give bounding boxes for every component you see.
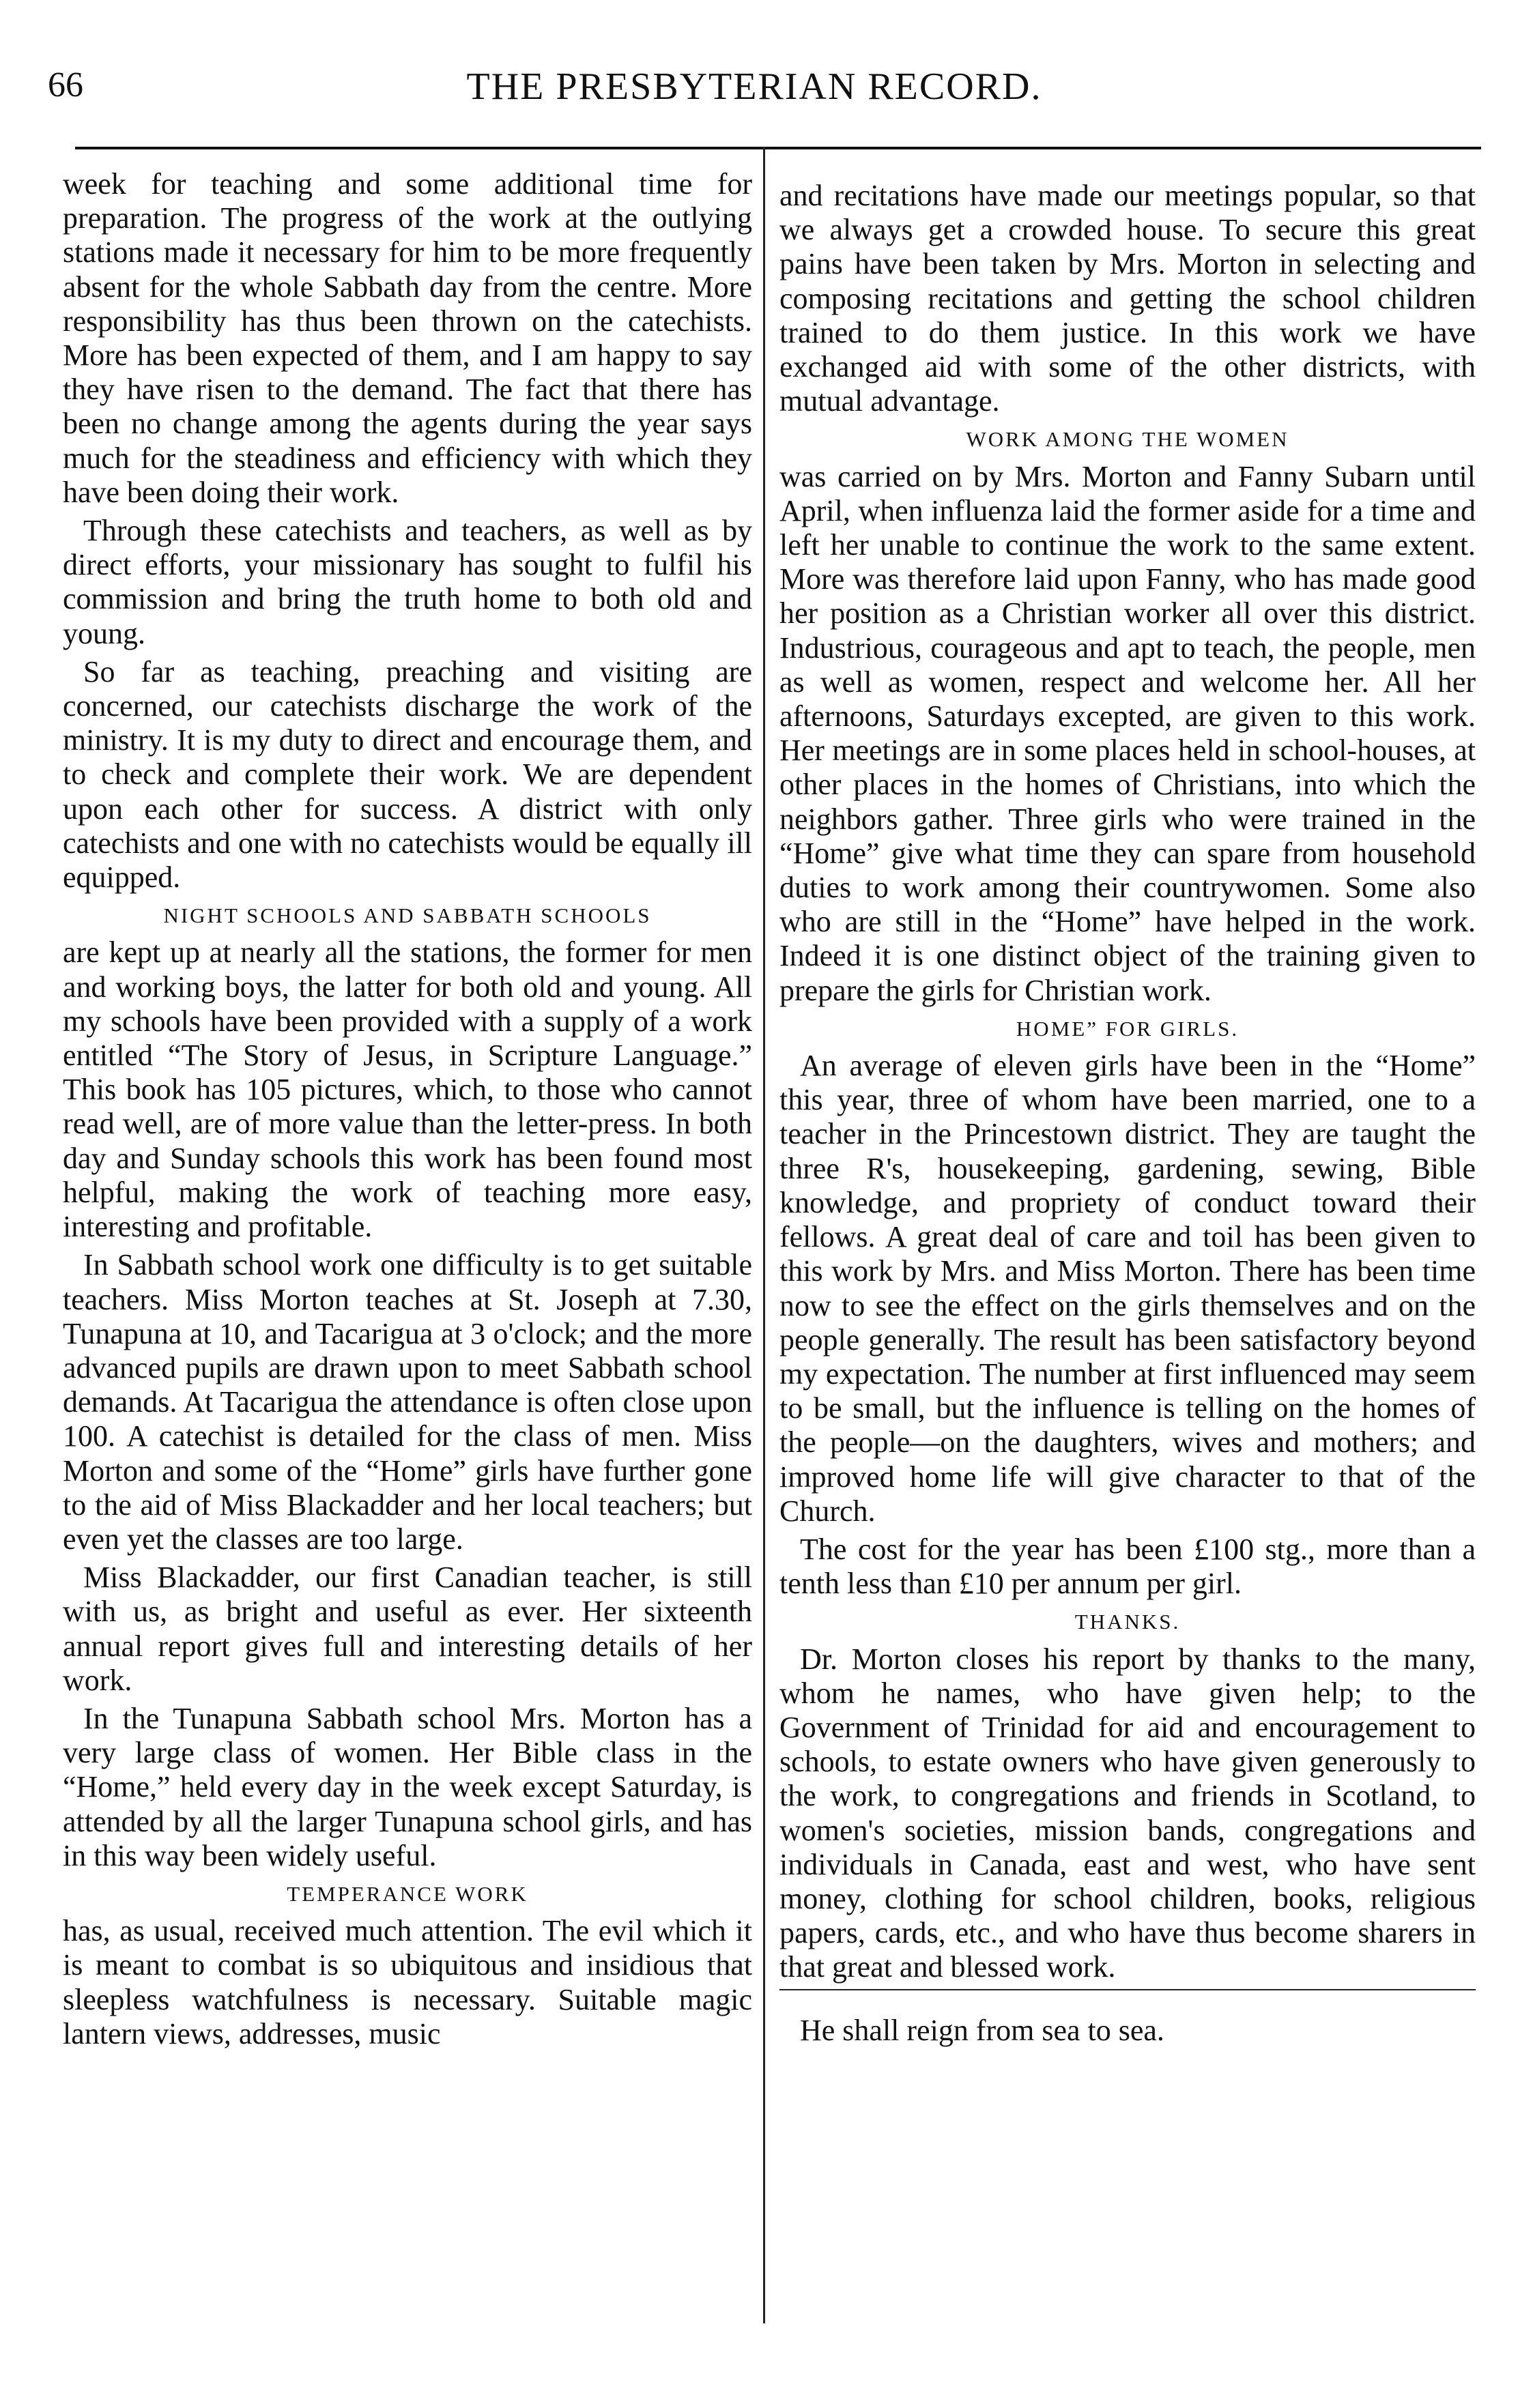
column-divider	[763, 147, 765, 2323]
left-column	[63, 167, 752, 2055]
section-heading-night-schools: NIGHT SCHOOLS AND SABBATH SCHOOLS	[163, 903, 652, 928]
journal-title: THE PRESBYTERIAN RECORD.	[466, 66, 1042, 108]
paragraph: Through these catechists and teachers, as well as by direct efforts, your missionary has sought to fulfil his commission and bring the truth home to both old and young.	[63, 514, 752, 650]
paragraph: week for teaching and some additional time for preparation. The progress of the work at the outlying stations made it necessary for him to be more frequently absent for the whole Sabbath day from the centre. More responsibility has thus been thrown on the catechists. More has been expected of them, and I am happy to say they have risen to the demand. The fact that there has been no change among the agents during the year says much for the steadiness and efficiency with which they have been doing their work.	[63, 167, 752, 509]
closing-rule	[779, 1989, 1476, 1990]
section-heading-home: HOME” FOR GIRLS.	[1016, 1016, 1240, 1041]
paragraph: In Sabbath school work one difficulty is to get suitable teachers. Miss Morton teaches at St. Joseph at 7.30, Tunapuna at 10, and Tacarigua at 3 o'clock; and the more advanced pupils are drawn upon to meet Sabbath school demands. At Tacarigua the attendance is often close upon 100. A catechist is detailed for the class of men. Miss Morton and some of the “Home” girls have further gone to the aid of Miss Blackadder and her local teachers; but even yet the classes are too large.	[63, 1248, 752, 1556]
paragraph: and recitations have made our meetings popular, so that we always get a crowded house. To secure this great pains have been taken by Mrs. Morton in selecting and composing recitations and getting the school children trained to do them justice. In this work we have exchanged aid with some of the other districts, with mutual advantage.	[779, 179, 1476, 418]
section-heading-thanks: THANKS.	[1074, 1610, 1181, 1634]
paragraph: In the Tunapuna Sabbath school Mrs. Morton has a very large class of women. Her Bible class in the “Home,” held every day in the week except Saturday, is attended by all the larger Tunapuna school girls, and has in this way been widely useful.	[63, 1701, 752, 1872]
header-rule	[75, 147, 1481, 149]
page-header	[48, 65, 1461, 119]
closing-line: He shall reign from sea to sea.	[800, 2013, 1164, 2047]
paragraph: An average of eleven girls have been in the “Home” this year, three of whom have been married, one to a teacher in the Princestown district. They are taught the three R's, housekeeping, gardening, sewing, Bible knowledge, and propriety of conduct toward their fellows. A great deal of care and toil has been given to this work by Mrs. and Miss Morton. There has been time now to see the effect on the girls themselves and on the people generally. The result has been satisfactory beyond my expectation. The number at first influenced may seem to be small, but the influence is telling on the homes of the people—on the daughters, wives and mothers; and improved home life will give character to that of the Church.	[779, 1049, 1476, 1528]
section-heading-women: WORK AMONG THE WOMEN	[966, 427, 1289, 452]
paragraph: Dr. Morton closes his report by thanks to the many, whom he names, who have given help; to the Government of Trinidad for aid and encouragement to schools, to estate owners who have given generously to the work, to congregations and friends in Scotland, to women's societies, mission bands, congregations and individuals in Canada, east and west, who have sent money, clothing for school children, books, religious papers, cards, etc., and who have thus become sharers in that great and blessed work.	[779, 1642, 1476, 1984]
section-heading-temperance: TEMPERANCE WORK	[287, 1881, 528, 1906]
paragraph: So far as teaching, preaching and visiting are concerned, our catechists discharge the work of the ministry. It is my duty to direct and encourage them, and to check and complete their work. We are dependent upon each other for success. A district with only catechists and one with no catechists would be equally ill equipped.	[63, 654, 752, 895]
paragraph: are kept up at nearly all the stations, the former for men and working boys, the latter for both old and young. All my schools have been provided with a supply of a work entitled “The Story of Jesus, in Scripture Language.” This book has 105 pictures, which, to those who cannot read well, are of more value than the letter-press. In both day and Sunday schools this work has been found most helpful, making the work of teaching more easy, interesting and profitable.	[63, 935, 752, 1244]
page-number: 66	[48, 66, 83, 104]
paragraph: The cost for the year has been £100 stg., more than a tenth less than £10 per annum per girl.	[779, 1532, 1476, 1601]
paragraph: Miss Blackadder, our first Canadian teacher, is still with us, as bright and useful as ever. Her sixteenth annual report gives full and interesting details of her work.	[63, 1561, 752, 1697]
paragraph: was carried on by Mrs. Morton and Fanny Subarn until April, when influenza laid the former aside for a time and left her unable to continue the work to the same extent. More was therefore laid upon Fanny, who has made good her position as a Christian worker all over this district. Industrious, courageous and apt to teach, the people, men as well as women, respect and welcome her. All her afternoons, Saturdays excepted, are given to this work. Her meetings are in some places held in school-houses, at other places in the homes of Christians, into which the neighbors gather. Three girls who were trained in the “Home” give what time they can spare from household duties to work among their countrywomen. Some also who are still in the “Home” have helped in the work. Indeed it is one distinct object of the training given to prepare the girls for Christian work.	[779, 459, 1476, 1007]
right-column	[779, 179, 1476, 2052]
paragraph: has, as usual, received much attention. The evil which it is meant to combat is so ubiquitous and insidious that sleepless watchfulness is necessary. Suitable magic lantern views, addresses, music	[63, 1914, 752, 2050]
